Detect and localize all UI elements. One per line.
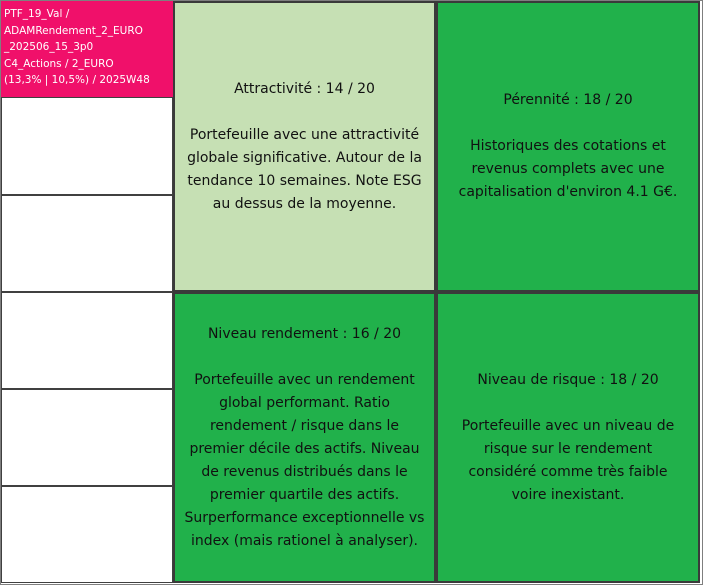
empty-side-cell bbox=[1, 389, 173, 486]
empty-side-cell bbox=[1, 97, 173, 195]
perennite-card bbox=[436, 1, 700, 292]
portfolio-tag-line: (13,3% | 10,5%) / 2025W48 bbox=[4, 74, 150, 87]
rendement-title: Niveau rendement : 16 / 20 bbox=[207, 325, 402, 342]
portfolio-tag-line: PTF_19_Val / bbox=[4, 8, 70, 20]
portfolio-tag-line: C4_Actions / 2_EURO bbox=[4, 57, 114, 70]
empty-side-cell bbox=[1, 486, 173, 583]
attractivite-title: Attractivité : 14 / 20 bbox=[234, 80, 375, 97]
portfolio-tag-line: _202506_15_3p0 bbox=[4, 41, 94, 54]
attractivite-description: Portefeuille avec une attractivité globale significative. Autour de la tendance 10 semaines. Note ESG au dessus de la moyenne. bbox=[187, 126, 422, 212]
perennite-title: Pérennité : 18 / 20 bbox=[503, 92, 633, 108]
risque-description: Portefeuille avec un niveau de risque sur le rendement considéré comme très faible voire inexistant. bbox=[461, 417, 675, 503]
perennite-description: Historiques des cotations et revenus complets avec une capitalisation d'environ 4.1 G€. bbox=[458, 138, 678, 200]
attractivite-card bbox=[173, 1, 436, 292]
risque-card bbox=[436, 292, 700, 583]
empty-side-cell bbox=[1, 292, 173, 389]
rendement-description: Portefeuille avec un rendement global performant. Ratio rendement / risque dans le premier décile des actifs. Niveau de revenus distribués dans le premier quartile des actifs. Surperformance exceptionnelle vs index (mais rationel à analyser). bbox=[184, 371, 425, 549]
rendement-card bbox=[173, 292, 436, 583]
portfolio-tag-line: ADAMRendement_2_EURO bbox=[4, 24, 143, 37]
empty-side-cell bbox=[1, 195, 173, 292]
portfolio-tag bbox=[1, 1, 173, 97]
risque-title: Niveau de risque : 18 / 20 bbox=[477, 371, 659, 388]
